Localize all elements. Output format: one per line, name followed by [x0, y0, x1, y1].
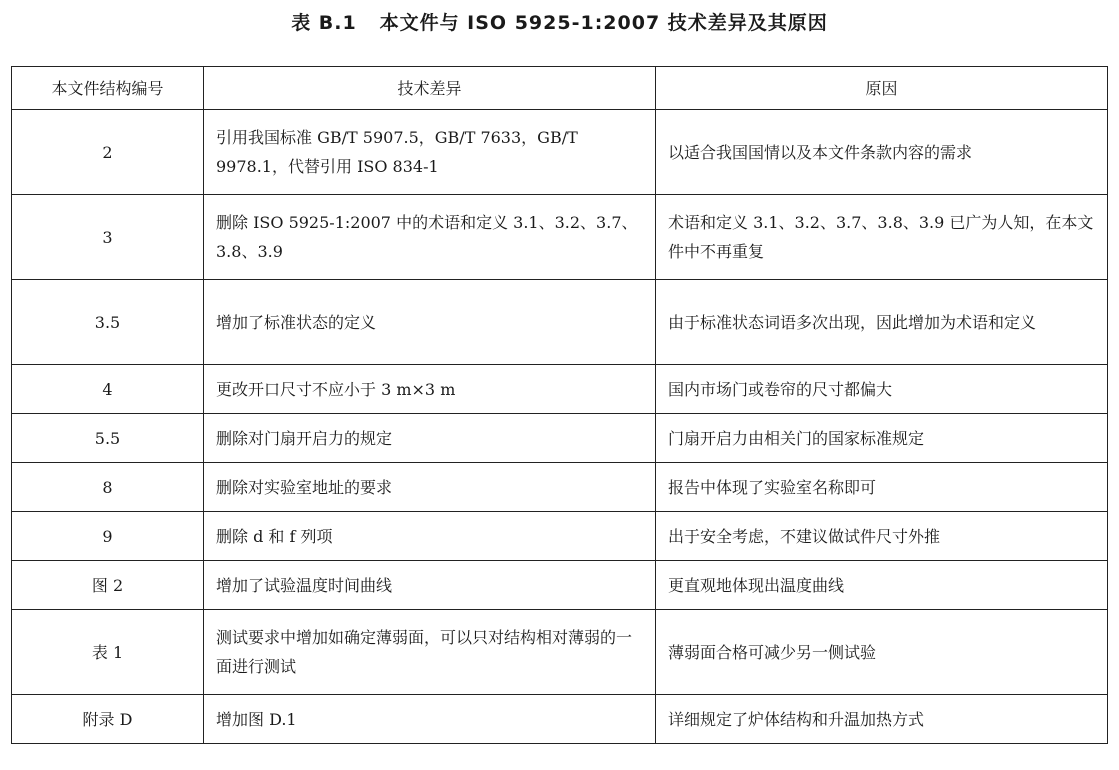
clause-number-cell: 2	[12, 110, 204, 195]
technical-difference-cell: 增加图 D.1	[204, 695, 656, 744]
technical-difference-cell: 引用我国标准 GB/T 5907.5，GB/T 7633，GB/T 9978.1，代替引用 ISO 834-1	[204, 110, 656, 195]
technical-differences-table	[11, 66, 1108, 744]
clause-number-cell: 8	[12, 463, 204, 512]
clause-number-cell: 5.5	[12, 414, 204, 463]
table-row	[12, 414, 1108, 463]
reason-cell: 详细规定了炉体结构和升温加热方式	[656, 695, 1108, 744]
technical-difference-cell: 测试要求中增加如确定薄弱面，可以只对结构相对薄弱的一面进行测试	[204, 610, 656, 695]
reason-cell: 更直观地体现出温度曲线	[656, 561, 1108, 610]
table-row	[12, 280, 1108, 365]
page-title: 表 B.1 本文件与 ISO 5925-1:2007 技术差异及其原因	[291, 12, 828, 34]
clause-number-cell: 9	[12, 512, 204, 561]
column-header-technical-difference: 技术差异	[204, 67, 656, 110]
reason-cell: 出于安全考虑，不建议做试件尺寸外推	[656, 512, 1108, 561]
reason-cell: 国内市场门或卷帘的尺寸都偏大	[656, 365, 1108, 414]
table-row	[12, 110, 1108, 195]
technical-difference-cell: 删除对门扇开启力的规定	[204, 414, 656, 463]
clause-number-cell: 4	[12, 365, 204, 414]
table-row	[12, 195, 1108, 280]
table-row	[12, 610, 1108, 695]
clause-number-cell: 附录 D	[12, 695, 204, 744]
technical-difference-cell: 删除 ISO 5925-1:2007 中的术语和定义 3.1、3.2、3.7、3.8、3.9	[204, 195, 656, 280]
clause-number-cell: 表 1	[12, 610, 204, 695]
technical-difference-cell: 增加了试验温度时间曲线	[204, 561, 656, 610]
reason-cell: 薄弱面合格可减少另一侧试验	[656, 610, 1108, 695]
column-header-reason: 原因	[656, 67, 1108, 110]
clause-number-cell: 3	[12, 195, 204, 280]
technical-difference-cell: 更改开口尺寸不应小于 3 m×3 m	[204, 365, 656, 414]
table-row	[12, 561, 1108, 610]
table-row	[12, 463, 1108, 512]
table-row	[12, 512, 1108, 561]
table-row	[12, 365, 1108, 414]
technical-difference-cell: 增加了标准状态的定义	[204, 280, 656, 365]
clause-number-cell: 3.5	[12, 280, 204, 365]
column-header-clause-number: 本文件结构编号	[12, 67, 204, 110]
reason-cell: 术语和定义 3.1、3.2、3.7、3.8、3.9 已广为人知，在本文件中不再重复	[656, 195, 1108, 280]
technical-difference-cell: 删除对实验室地址的要求	[204, 463, 656, 512]
reason-cell: 以适合我国国情以及本文件条款内容的需求	[656, 110, 1108, 195]
reason-cell: 由于标准状态词语多次出现，因此增加为术语和定义	[656, 280, 1108, 365]
table-row	[12, 695, 1108, 744]
clause-number-cell: 图 2	[12, 561, 204, 610]
technical-difference-cell: 删除 d 和 f 列项	[204, 512, 656, 561]
reason-cell: 门扇开启力由相关门的国家标准规定	[656, 414, 1108, 463]
table-header-row	[12, 67, 1108, 110]
reason-cell: 报告中体现了实验室名称即可	[656, 463, 1108, 512]
